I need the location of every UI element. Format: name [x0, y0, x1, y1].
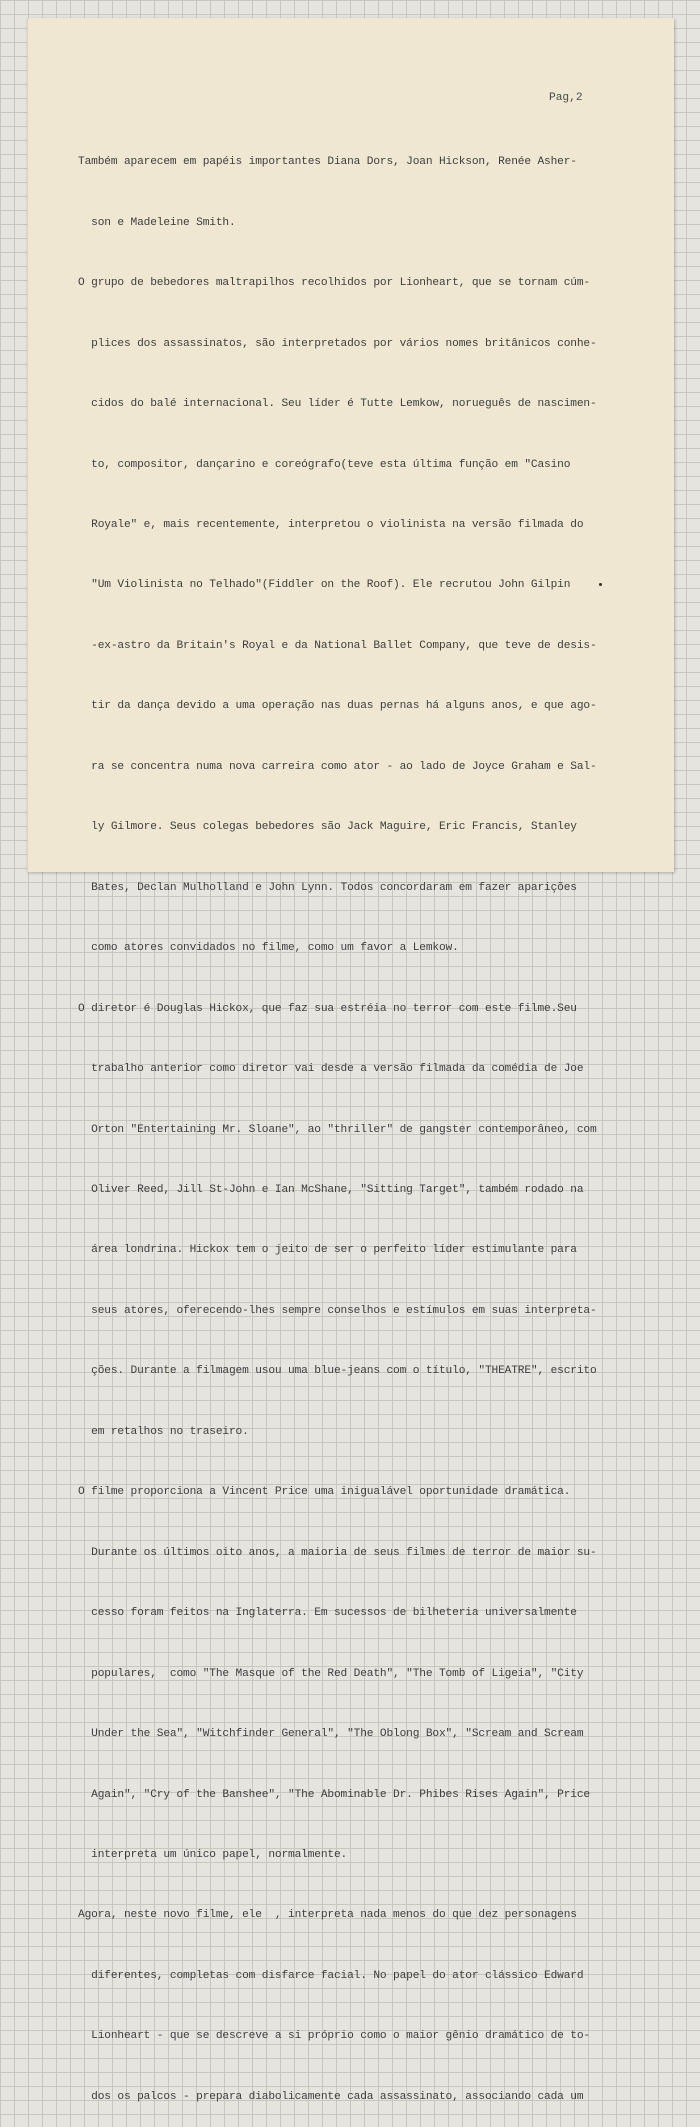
text-line: ly Gilmore. Seus colegas bebedores são Jack Maguire, Eric Francis, Stanley	[78, 821, 577, 834]
text-line: cesso foram feitos na Inglaterra. Em sucessos de bilheteria universalmente	[78, 1607, 577, 1620]
text-line: seus atores, oferecendo-lhes sempre conselhos e estímulos em suas interpreta-	[78, 1304, 597, 1317]
text-line: "Um Violinista no Telhado"(Fiddler on the Roof). Ele recrutou John Gilpin	[78, 579, 571, 592]
text-line: ra se concentra numa nova carreira como ator - ao lado de Joyce Graham e Sal-	[78, 760, 597, 773]
text-line: Durante os últimos oito anos, a maioria de seus filmes de terror de maior su-	[78, 1546, 597, 1559]
ink-mark	[599, 583, 602, 586]
text-line: O filme proporciona a Vincent Price uma inigualável oportunidade dramática.	[78, 1486, 571, 1499]
text-line: -ex-astro da Britain's Royal e da National Ballet Company, que teve de desis-	[78, 639, 597, 652]
text-line: Royale" e, mais recentemente, interpretou o violinista na versão filmada do	[78, 519, 584, 532]
text-line: Lionheart - que se descreve a si próprio como o maior gênio dramático de to-	[78, 2030, 590, 2043]
text-line: em retalhos no traseiro.	[78, 1425, 249, 1438]
text-line: trabalho anterior como diretor vai desde a versão filmada da comédia de Joe	[78, 1063, 584, 1076]
text-line: interpreta um único papel, normalmente.	[78, 1849, 348, 1861]
text-line: populares, como "The Masque of the Red Death", "The Tomb of Ligeia", "City	[78, 1667, 584, 1680]
text-line: área londrina. Hickox tem o jeito de ser o perfeito líder estimulante para	[78, 1244, 577, 1257]
text-line: diferentes, completas com disfarce facial. No papel do ator clássico Edward	[78, 1969, 584, 1982]
text-line: Também aparecem em papéis importantes Diana Dors, Joan Hickson, Renée Asher-	[78, 156, 577, 169]
text-line: Orton "Entertaining Mr. Sloane", ao "thriller" de gangster contemporâneo, com	[78, 1123, 597, 1136]
text-line: cidos do balé internacional. Seu líder é Tutte Lemkow, norueguês de nascimen-	[78, 398, 597, 411]
text-line: Oliver Reed, Jill St-John e Ian McShane, "Sitting Target", também rodado na	[78, 1184, 584, 1197]
text-line: ções. Durante a filmagem usou uma blue-jeans com o título, "THEATRE", escrito	[78, 1365, 597, 1378]
page-number: Pag,2	[549, 92, 583, 104]
text-line: Agora, neste novo filme, ele , interpreta nada menos do que dez personagens	[78, 1909, 577, 1922]
text-line: son e Madeleine Smith.	[78, 216, 236, 229]
text-line: Bates, Declan Mulholland e John Lynn. Todos concordaram em fazer aparições	[78, 881, 577, 894]
text-line: Again", "Cry of the Banshee", "The Abominable Dr. Phibes Rises Again", Price	[78, 1788, 590, 1801]
text-line: to, compositor, dançarino e coreógrafo(teve esta última função em "Casino	[78, 458, 571, 471]
text-line: dos os palcos - prepara diabolicamente cada assassinato, associando cada um	[78, 2090, 584, 2103]
text-line: O grupo de bebedores maltrapilhos recolhidos por Lionheart, que se tornam cúm-	[78, 277, 590, 290]
text-line: O diretor é Douglas Hickox, que faz sua estréia no terror com este filme.Seu	[78, 1002, 577, 1015]
text-line: Under the Sea", "Witchfinder General", "The Oblong Box", "Scream and Scream	[78, 1728, 584, 1741]
text-line: como atores convidados no filme, como um favor a Lemkow.	[78, 942, 459, 955]
typewritten-text	[78, 112, 678, 2127]
text-line: plices dos assassinatos, são interpretados por vários nomes britânicos conhe-	[78, 337, 597, 350]
text-line: tir da dança devido a uma operação nas duas pernas há alguns anos, e que ago-	[78, 700, 597, 713]
